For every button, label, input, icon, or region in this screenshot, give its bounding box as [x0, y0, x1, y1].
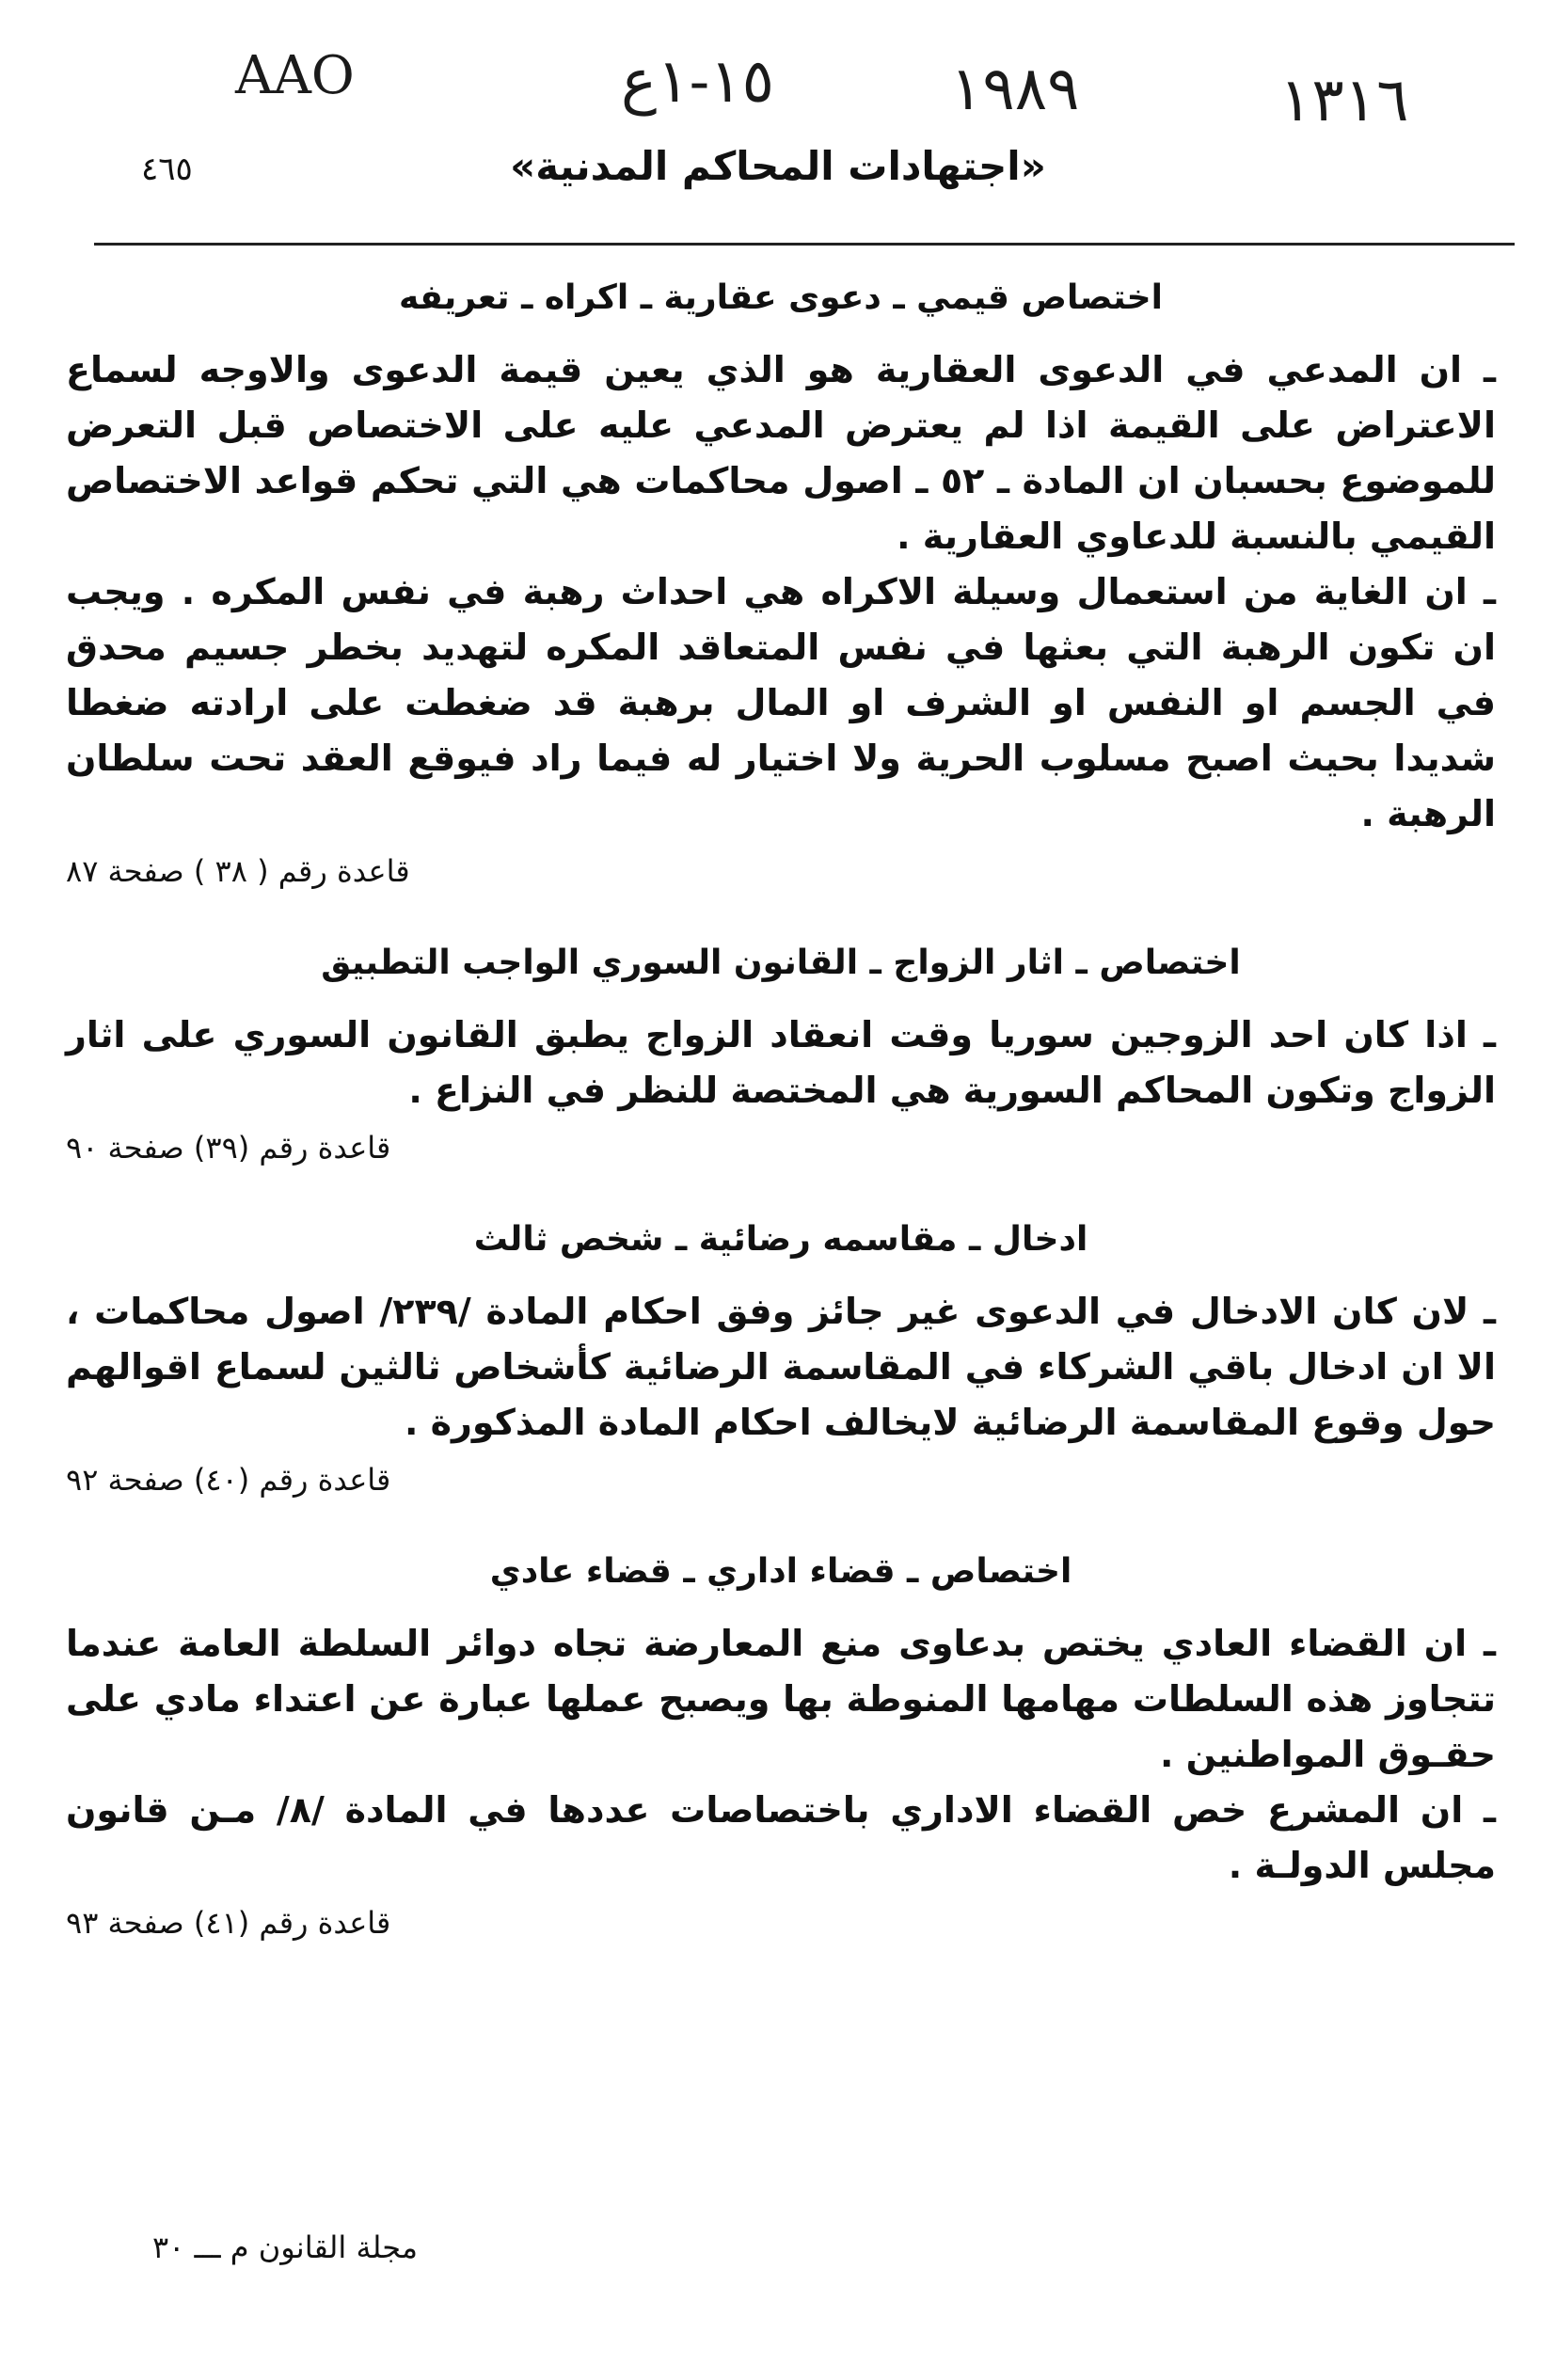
ruling-section: [66, 1214, 1496, 1498]
handwritten-date: ١٥-١ع: [621, 47, 774, 117]
journal-footer: مجلة القانون م ـــ ٣٠: [151, 2229, 418, 2265]
ruling-paragraph: ـ ان المدعي في الدعوى العقارية هو الذي يعين قيمة الدعوى والاوجه لسماع الاعتراض على القيمة اذا لم يعترض المدعي عليه على الاختصاص قبل التعرض للموضوع بحسبان ان المادة ـ ٥٢ ـ اصول محاكمات هي التي تحكم قواعد الاختصاص القيمي بالنسبة للدعاوي العقارية .: [66, 349, 1496, 557]
section-title: اختصاص ـ اثار الزواج ـ القانون السوري الواجب التطبيق: [321, 944, 1241, 982]
running-header-title: «اجتهادات المحاكم المدنية»: [510, 143, 1046, 189]
section-title: اختصاص قيمي ـ دعوى عقارية ـ اكراه ـ تعريفه: [399, 278, 1163, 317]
ruling-paragraph: ـ ان القضاء العادي يختص بدعاوى منع المعارضة تجاه دوائر السلطة العامة عندما تتجاوز هذه السلطات مهامها المنوطة بها ويصبح عملها عبارة عن اعتداء مادي على حقـوق المواطنين .: [66, 1623, 1496, 1775]
rule-reference: قاعدة رقم (٤٠) صفحة ٩٢: [66, 1462, 391, 1498]
ruling-section: [66, 1547, 1496, 1941]
header-divider: [94, 243, 1515, 246]
handwritten-number: ١٣١٦: [1279, 66, 1409, 135]
section-title: اختصاص ـ قضاء اداري ـ قضاء عادي: [489, 1552, 1072, 1591]
ruling-paragraph: ـ ان الغاية من استعمال وسيلة الاكراه هي احداث رهبة في نفس المكره . ويجب ان تكون الرهبة التي بعثها في نفس المتعاقد المكره لتهديد بخطر جسيم محدق في الجسم او النفس او الشرف او المال برهبة قد ضغطت على ارادته ضغطا شديدا بحيث اصبح مسلوب الحرية ولا اختيار له فيما راد فيوقع العقد تحت سلطان الرهبة .: [66, 571, 1496, 834]
ruling-paragraph: ـ لان كان الادخال في الدعوى غير جائز وفق احكام المادة /٢٣٩/ اصول محاكمات ، الا ان ادخال باقي الشركاء في المقاسمة الرضائية كأشخاص ثالثين لسماع اقوالهم حول وقوع المقاسمة الرضائية لايخالف احكام المادة المذكورة .: [66, 1291, 1497, 1443]
ruling-section: [66, 938, 1496, 1166]
handwritten-year: ١٩٨٩: [950, 55, 1080, 124]
rule-reference: قاعدة رقم (٣٩) صفحة ٩٠: [66, 1130, 391, 1166]
ruling-paragraph: ـ ان المشرع خص القضاء الاداري باختصاصات عددها في المادة /٨/ مـن قانون مجلس الدولـة .: [66, 1789, 1496, 1886]
rule-reference: قاعدة رقم (٤١) صفحة ٩٣: [66, 1905, 391, 1941]
section-title: ادخال ـ مقاسمه رضائية ـ شخص ثالث: [473, 1220, 1088, 1259]
ruling-section: [66, 273, 1496, 889]
ruling-paragraph: ـ اذا كان احد الزوجين سوريا وقت انعقاد الزواج يطبق القانون السوري على اثار الزواج وتكون المحاكم السورية هي المختصة للنظر في النزاع .: [66, 1014, 1496, 1111]
page-number: ٤٦٥: [141, 151, 193, 188]
handwritten-mark: AAO: [235, 45, 355, 106]
document-body: [66, 273, 1496, 1990]
rule-reference: قاعدة رقم ( ٣٨ ) صفحة ٨٧: [66, 853, 410, 889]
